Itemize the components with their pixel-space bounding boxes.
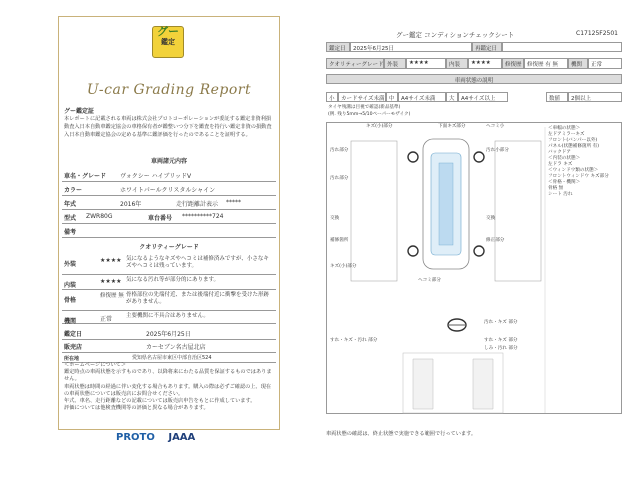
label-interior-3: すれ・キズ 部分 [484,338,518,343]
note-right-item: ＜骨格・機関＞ [548,180,581,185]
recheck-label: 再鑑定日 [472,42,502,52]
exterior-label: 外装 [384,58,406,69]
label-interior-1: すれ・キズ・汚れ 部分 [330,338,378,343]
label-dirt-3: 汚れ部分 [330,176,349,181]
size-large: 大 [446,92,458,102]
note-right-item: 左ドラ キズ [548,162,573,167]
label-scratch-1: キズ(小)部分 [366,124,393,129]
row-key: 備考 [64,229,77,236]
label-interior-4: しみ・汚れ 部分 [484,346,518,351]
intro-text: 本レポートに記載される車両は株式会社プロトコーポレーションが委託する鑑定非資利損動査入日本自動車鑑定協会の車格保有者が鑑整いつ分下を鑑査を持行い鑑定非資の損動査入日本自動車鑑定協会の定める基準に鑑評価を行ったのであることを証明する。 [64,116,272,138]
intro-heading: グー鑑定証 [64,108,95,115]
quality-desc: 気になるようなキズやヘコミは補修済みですが、小さなキズやヘコミは残っています。 [126,256,269,269]
date-row [62,326,276,340]
note-right-item: フロントウィンドウ キズ部分 [548,174,609,179]
condition-sheet [326,26,622,446]
quality-rating: ★★★★ [100,257,122,264]
vehicle-row [62,210,276,224]
quality-section-heading: クオリティーグレード [139,244,199,251]
tire-note-2: (例. 残り5mm→5/10ペーパーモザイク) [328,112,411,117]
quality-rating: ★★★★ [100,278,122,285]
vehicle-section-heading: 車両諸元内容 [150,158,187,165]
note-item: 鑑定時点の車両状態を示すものであり、以降将来にわたる品質を保証するものではありません。 [64,369,272,383]
size-medium-desc: A4サイズ未満 [398,92,446,102]
label-scratch-under: 下面キズ部分 [438,124,466,129]
notes-right [548,126,620,198]
grading-certificate [56,14,282,443]
label-fix: 修正部分 [486,238,505,243]
quality-rating: 修復歴 無 [100,293,124,299]
note-right-item: フロント(バンパー以外) [548,138,598,143]
quality-desc: 主要機関に不具合はありません。 [126,313,209,319]
desc-header: 車両状態の説明 [326,74,622,84]
interior-value: ★★★★ [468,58,502,69]
row-value: 2016年 [120,201,142,208]
row-key: 型式 [64,215,77,222]
row-value: ヴォクシー ハイブリッドV [120,173,192,180]
quality-key: 内装 [64,282,77,289]
row-extra-key: 走行距離計表示 [176,201,219,208]
recheck-value [502,42,622,52]
quality-key: 機関 [64,318,77,325]
note-right-item: パネル(状態補修箇所 有) [548,144,599,149]
size-small: 小 [326,92,338,102]
repair-label: 修復歴 [502,58,524,69]
homepage-notes [64,362,274,412]
vehicle-row [62,224,276,238]
note-right-item: ＜内装の状態＞ [548,156,581,161]
label-exchange-1: 交換 [330,216,340,221]
badge-top: グー [157,25,179,38]
count-value: 2個以上 [568,92,622,102]
date-value: 2025年6月25日 [146,331,191,338]
label-interior-2: 汚れ・キズ 部分 [484,320,518,325]
row-value: ホワイトパールクリスタルシャイン [120,187,216,194]
engine-label: 機関 [568,58,588,69]
row-extra-value: **********724 [182,213,224,220]
row-value: ZWR80G [86,213,113,220]
label-scratch-2: キズ(小)部分 [330,264,357,269]
shop-row [62,339,276,353]
row-extra-value: ***** [226,199,241,206]
quality-desc: 骨格部位の先端付近、または後端付近に衝撃を受けた形跡がありません。 [126,292,270,305]
label-exchange-2: 交換 [486,216,496,221]
repair-value: 修復歴 有 無 [524,58,568,69]
quality-row [62,311,276,324]
row-key: 年式 [64,201,77,208]
sheet-footer: 車両状態の確認は、終止状態で実施できる範囲で行っています。 [326,431,477,437]
shop-value: カーセブン名古屋北店 [146,344,206,351]
note-right-item: 左ドアミラーキズ [548,132,585,137]
note-right-item: ＜車幅の状態＞ [548,126,581,131]
note-item: 車両状態は時間の経過に伴い変化する場合もあります。購入の際は必ずご確認の上、現在の車両状態については販売店にお問合せください。 [64,383,272,397]
row-extra-key: 車台番号 [148,215,173,222]
vehicle-row [62,182,276,196]
label-dent-small: ヘコミ小 [486,124,505,129]
note-item: 評価については他検査機関等の評価と異なる場合があります。 [64,405,209,412]
label-dirt-2: 汚れ小部分 [486,148,509,153]
quality-row [62,254,276,275]
size-medium: 中 [386,92,398,102]
sheet-id: C17125F2501 [576,30,618,37]
date-key: 鑑定日 [64,331,83,338]
logos [116,432,195,443]
sheet-title: グー鑑定 コンディションチェックシート [396,31,515,39]
grade-label: クオリティーグレード [326,58,384,69]
proto-logo: PROTO [116,432,155,443]
note-right-item: シート 汚れ [548,192,573,197]
size-large-desc: A4サイズ以上 [458,92,508,102]
goo-badge [152,26,184,58]
certificate-title: U-car Grading Report [86,82,252,98]
exterior-value: ★★★★ [406,58,446,69]
vehicle-row [62,196,276,210]
address-key: 所在地 [64,356,80,362]
note-item: 年式、車名、走行距離などの記載については販売店申告をもとに作成しています。 [64,398,256,405]
quality-key: 外装 [64,261,77,268]
quality-key: 骨格 [64,297,77,304]
label-dent: ヘコミ部分 [418,278,441,283]
notes-heading: ＜ホームページについて＞ [64,362,127,368]
address-value: 愛知県名古屋市東区中部自治区524 [132,355,212,361]
quality-row [62,290,276,311]
note-right-item: バックドア [548,150,571,155]
label-dirt-1: 汚れ部分 [330,148,349,153]
interior-label: 内装 [446,58,468,69]
count-label: 数値 [546,92,568,102]
shop-key: 販売店 [64,344,83,351]
size-small-desc: カードサイズ未満 [338,92,386,102]
tire-note: タイヤ残溝は目視で確認(新品基準) [328,105,401,110]
note-right-item: ＜ウィンドウ類の状態＞ [548,168,599,173]
jaaa-logo: JAAA [168,432,196,443]
quality-desc: 気になる汚れ等が部分的にあります。 [126,277,220,283]
label-repair: 補修箇所 [330,238,349,243]
vehicle-row [62,168,276,182]
note-right-item: 骨格 無 [548,186,564,191]
date-value: 2025年6月25日 [350,42,472,52]
engine-value: 正常 [588,58,622,69]
quality-row [62,275,276,290]
date-label: 鑑定日 [326,42,350,52]
quality-rating: 正常 [100,316,113,323]
badge-bottom: 鑑定 [161,38,175,46]
row-key: カラー [64,187,83,194]
row-key: 車名・グレード [64,173,107,180]
